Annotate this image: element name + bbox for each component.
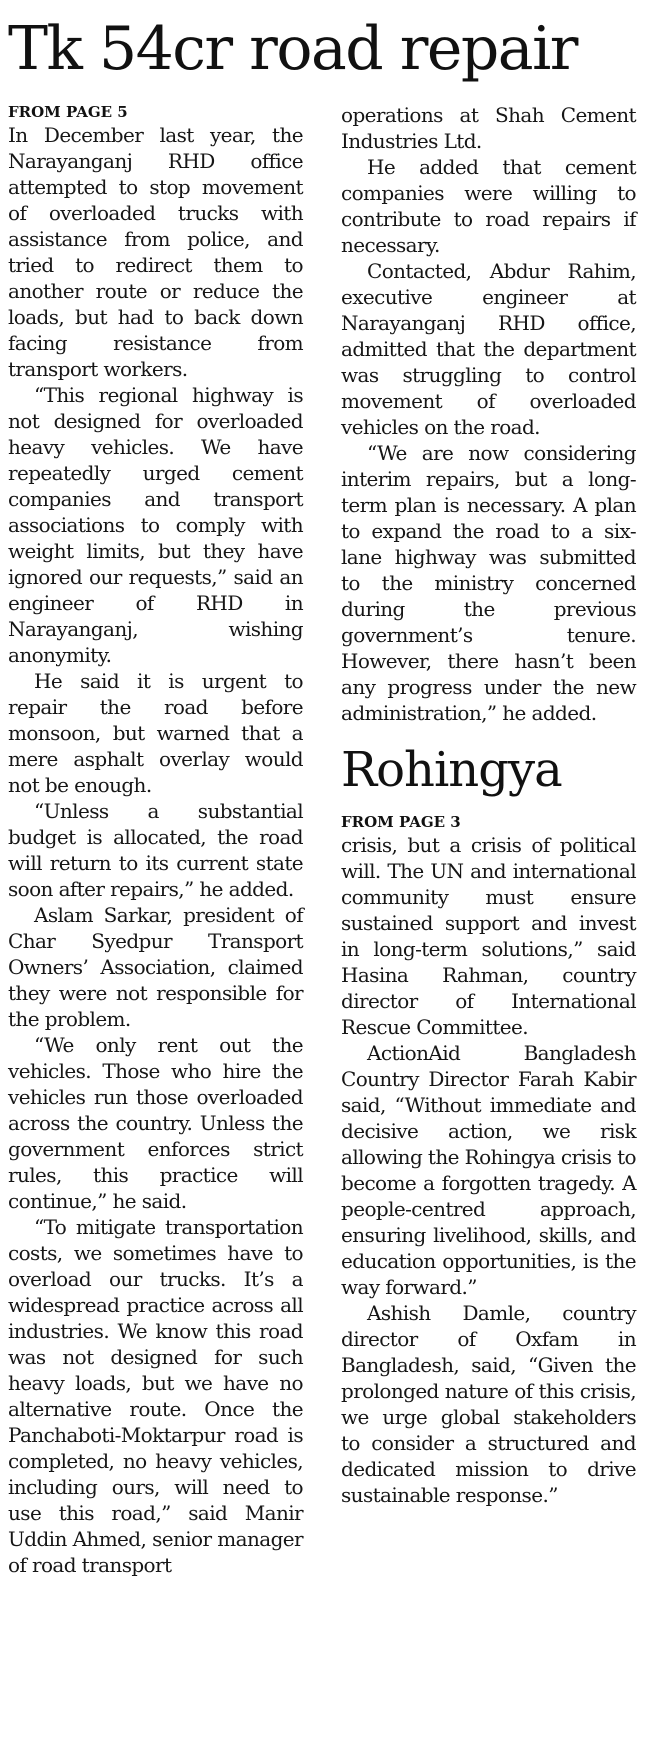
story1-column-left	[8, 102, 303, 1578]
story1-paragraph: “This regional highway is not designed for overloaded heavy vehicles. We have repeatedly urged cement companies and transport associations to comply with weight limits, but they have ignored our requests,” said an engineer of RHD in Narayanganj, wishing anonymity.	[8, 383, 303, 667]
story2-paragraph: Ashish Damle, country director of Oxfam in Bangladesh, said, “Given the prolonged nature of this crisis, we urge global stakeholders to consider a structured and dedicated mission to drive sustainable response.”	[341, 1301, 636, 1507]
right-column	[341, 102, 636, 1508]
headline-road-repair: Tk 54cr road repair	[8, 14, 577, 84]
story1-paragraph: Contacted, Abdur Rahim, executive engineer at Narayanganj RHD office, admitted that the department was struggling to control movement of overloaded vehicles on the road.	[341, 259, 636, 439]
story1-paragraph: “We only rent out the vehicles. Those who hire the vehicles run those overloaded across the country. Unless the government enforces strict rules, this practice will continue,” he said.	[8, 1033, 303, 1213]
headline-rohingya: Rohingya	[341, 742, 562, 798]
story1-paragraph: In December last year, the Narayanganj RHD office attempted to stop movement of overloaded trucks with assistance from police, and tried to redirect them to another route or reduce the loads, but had to back down facing resistance from transport workers.	[8, 123, 303, 381]
story1-paragraph: He added that cement companies were willing to contribute to road repairs if necessary.	[341, 155, 636, 257]
story2-paragraph: ActionAid Bangladesh Country Director Farah Kabir said, “Without immediate and decisive action, we risk allowing the Rohingya crisis to become a forgotten tragedy. A people-centred approach, ensuring livelihood, skills, and education opportunities, is the way forward.”	[341, 1041, 636, 1299]
story1-paragraph: Aslam Sarkar, president of Char Syedpur Transport Owners’ Association, claimed they were not responsible for the problem.	[8, 903, 303, 1031]
story1-paragraph: He said it is urgent to repair the road before monsoon, but warned that a mere asphalt overlay would not be enough.	[8, 669, 303, 797]
story1-paragraph: “To mitigate transportation costs, we sometimes have to overload our trucks. It’s a widespread practice across all industries. We know this road was not designed for such heavy loads, but we have no alternative route. Once the Panchaboti-Moktarpur road is completed, no heavy vehicles, including ours, will need to use this road,” said Manir Uddin Ahmed, senior manager of road transport	[8, 1215, 303, 1577]
story1-paragraph: operations at Shah Cement Industries Ltd.	[341, 103, 636, 153]
story1-paragraph: “We are now considering interim repairs, but a long-term plan is necessary. A plan to expand the road to a six-lane highway was submitted to the ministry concerned during the previous government’s tenure. However, there hasn’t been any progress under the new administration,” he added.	[341, 441, 636, 725]
jump-line-from-page-5: FROM PAGE 5	[8, 103, 128, 121]
story1-paragraph: “Unless a substantial budget is allocated, the road will return to its current state soon after repairs,” he added.	[8, 799, 303, 901]
jump-line-from-page-3: FROM PAGE 3	[341, 813, 461, 831]
story2-paragraph: crisis, but a crisis of political will. The UN and international community must ensure sustained support and invest in long-term solutions,” said Hasina Rahman, country director of International Rescue Committee.	[341, 833, 636, 1039]
